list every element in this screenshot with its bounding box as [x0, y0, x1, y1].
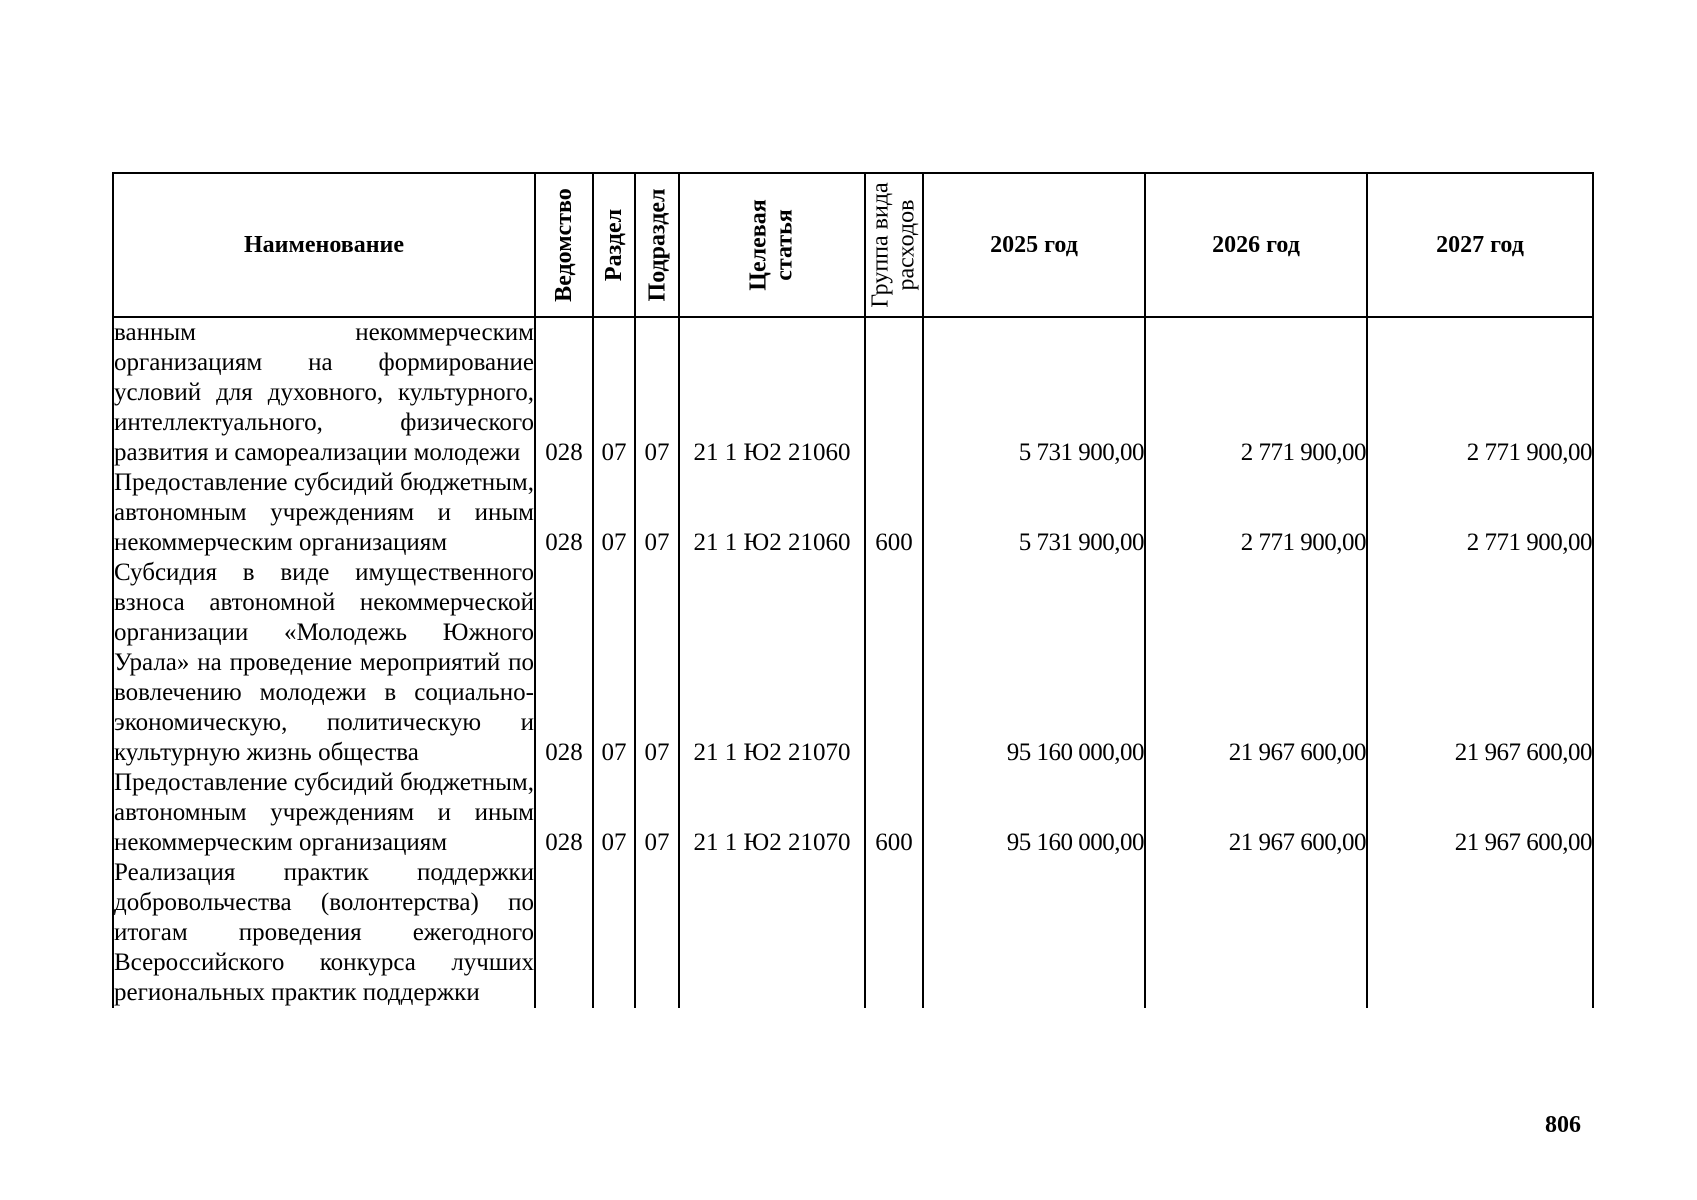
row-section — [593, 858, 635, 1008]
row-expense-group — [865, 317, 923, 468]
header-2026: 2026 год — [1145, 173, 1367, 317]
row-section: 07 — [593, 468, 635, 558]
row-expense-group: 600 — [865, 768, 923, 858]
row-target-article: 21 1 Ю2 21060 — [679, 468, 865, 558]
row-target-article: 21 1 Ю2 21070 — [679, 768, 865, 858]
page-number: 806 — [1545, 1112, 1581, 1138]
header-name: Наименование — [113, 173, 535, 317]
row-target-article — [679, 858, 865, 1008]
row-section: 07 — [593, 558, 635, 768]
row-2025: 95 160 000,00 — [923, 768, 1145, 858]
header-2027: 2027 год — [1367, 173, 1593, 317]
row-section: 07 — [593, 317, 635, 468]
header-row — [113, 173, 1593, 317]
row-2025: 95 160 000,00 — [923, 558, 1145, 768]
row-expense-group — [865, 858, 923, 1008]
row-expense-group — [865, 558, 923, 768]
row-2026: 2 771 900,00 — [1145, 317, 1367, 468]
table-row — [113, 317, 1593, 468]
row-expense-group: 600 — [865, 468, 923, 558]
row-name: Предоставление субсидий бюджетным, автономным учреждениям и иным некоммерческим организациям — [114, 769, 534, 856]
row-subsection: 07 — [635, 317, 679, 468]
row-name: Субсидия в виде имущественного взноса автономной некоммерческой организации «Молодежь Южного Урала» на проведение мероприятий по вовлечению молодежи в социально-экономическую, политическую и культурную жизнь общества — [114, 559, 534, 766]
header-subsection: Подраздел — [635, 173, 679, 317]
row-2027: 21 967 600,00 — [1367, 558, 1593, 768]
header-target-article: Целевая статья — [679, 173, 865, 317]
table-row — [113, 558, 1593, 768]
row-2027: 2 771 900,00 — [1367, 317, 1593, 468]
row-subsection — [635, 858, 679, 1008]
row-2025 — [923, 858, 1145, 1008]
row-subsection: 07 — [635, 768, 679, 858]
budget-table — [112, 172, 1594, 1008]
header-section: Раздел — [593, 173, 635, 317]
row-name: Предоставление субсидий бюджетным, автономным учреждениям и иным некоммерческим организациям — [114, 469, 534, 556]
row-2027 — [1367, 858, 1593, 1008]
row-department: 028 — [535, 558, 593, 768]
row-department: 028 — [535, 317, 593, 468]
row-department: 028 — [535, 468, 593, 558]
row-name: ванным некоммерческим организациям на формирование условий для духовного, культурного, интеллектуального, физического развития и самореализации молодежи — [114, 319, 534, 466]
row-2025: 5 731 900,00 — [923, 468, 1145, 558]
row-target-article: 21 1 Ю2 21060 — [679, 317, 865, 468]
row-department: 028 — [535, 768, 593, 858]
header-expense-group: Группа вида расходов — [865, 173, 923, 317]
row-2026: 2 771 900,00 — [1145, 468, 1367, 558]
table-row — [113, 468, 1593, 558]
row-target-article: 21 1 Ю2 21070 — [679, 558, 865, 768]
table-row — [113, 768, 1593, 858]
row-2026: 21 967 600,00 — [1145, 558, 1367, 768]
row-2026 — [1145, 858, 1367, 1008]
row-department — [535, 858, 593, 1008]
table-row — [113, 858, 1593, 1008]
header-2025: 2025 год — [923, 173, 1145, 317]
row-2027: 21 967 600,00 — [1367, 768, 1593, 858]
row-subsection: 07 — [635, 468, 679, 558]
row-name: Реализация практик поддержки добровольчества (волонтерства) по итогам проведения ежегодного Всероссийского конкурса лучших региональных практик поддержки — [114, 859, 534, 1006]
row-section: 07 — [593, 768, 635, 858]
row-2027: 2 771 900,00 — [1367, 468, 1593, 558]
row-subsection: 07 — [635, 558, 679, 768]
row-2026: 21 967 600,00 — [1145, 768, 1367, 858]
header-department: Ведомство — [535, 173, 593, 317]
row-2025: 5 731 900,00 — [923, 317, 1145, 468]
